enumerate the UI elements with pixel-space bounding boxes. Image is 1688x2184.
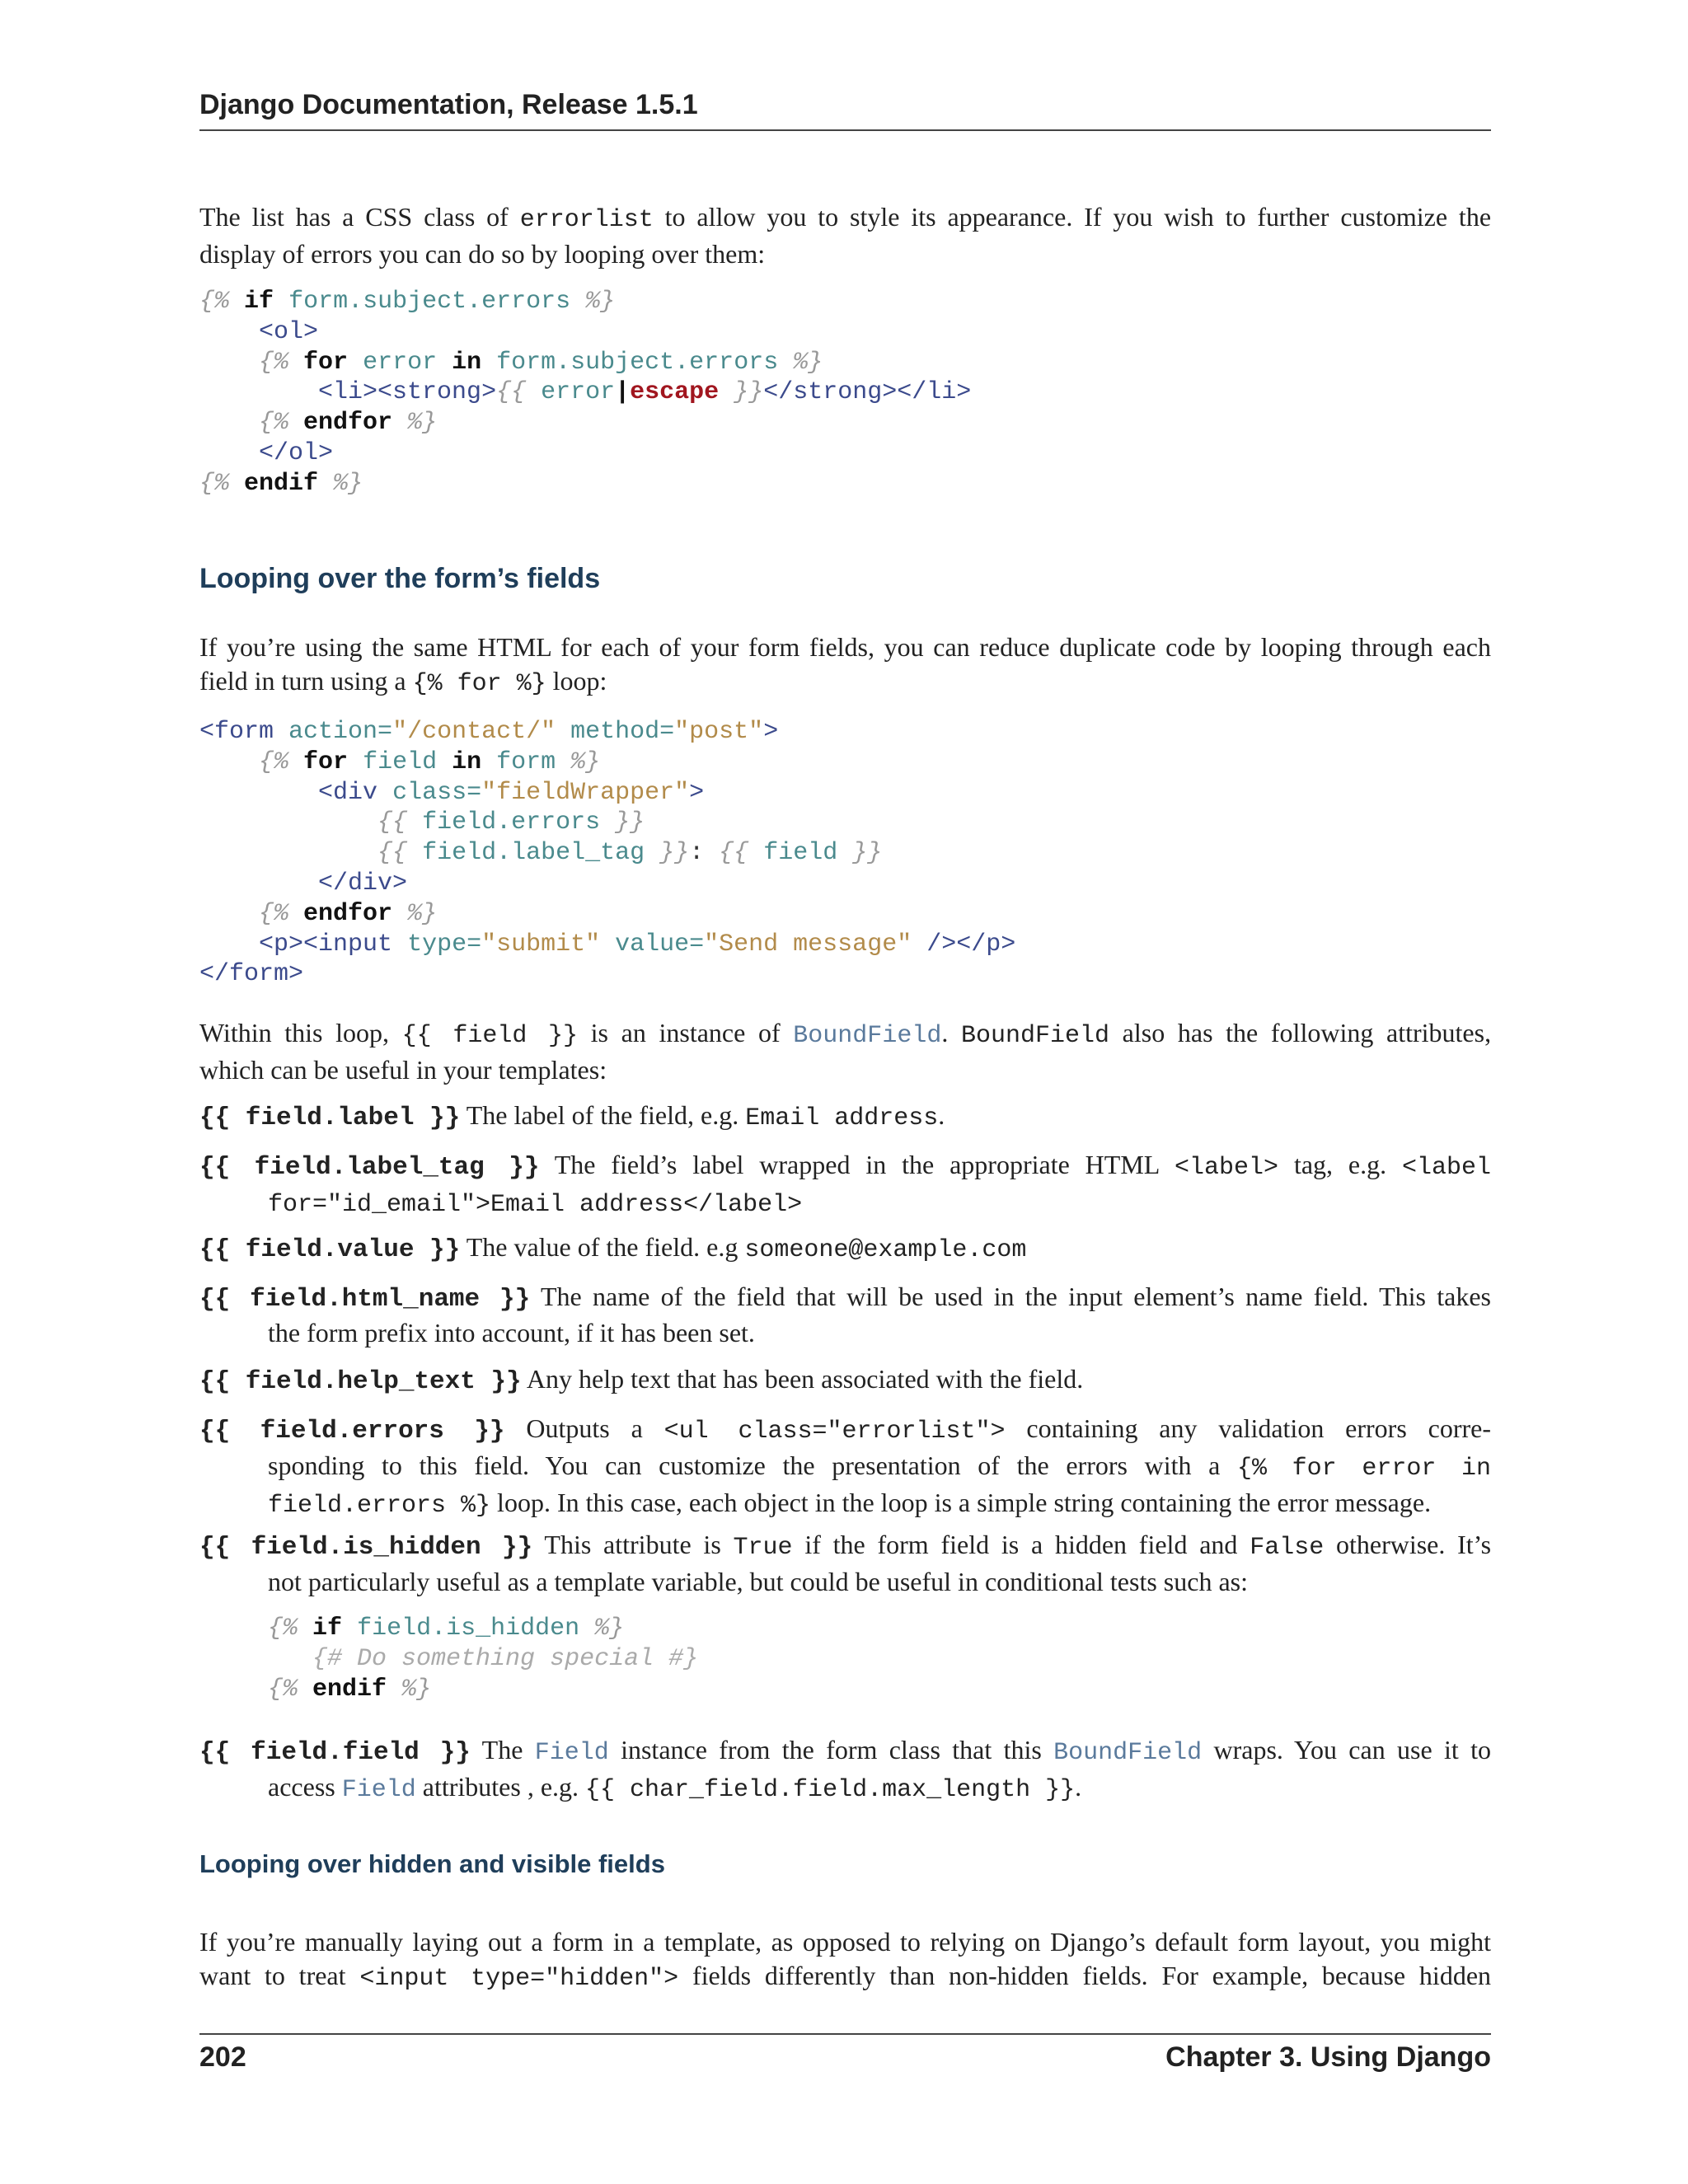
attr-field-label: {{ field.label }} The label of the field, e.g. Email address. bbox=[199, 1100, 945, 1132]
code-line: {% endif %} bbox=[199, 469, 363, 498]
boundfield-link[interactable]: BoundField bbox=[1053, 1739, 1203, 1767]
attr-field-field: {{ field.field }} The Field instance from the form class that this BoundField wraps. You can use it to access Field attributes , e.g. {{ char_field.field.max_length }}. bbox=[199, 1735, 1492, 1804]
running-header: Django Documentation, Release 1.5.1 bbox=[199, 89, 698, 120]
code-line: {{ field.label_tag }}: {{ field }} bbox=[377, 839, 883, 868]
section-heading-hidden-visible: Looping over hidden and visible fields bbox=[199, 1849, 665, 1878]
code-block-error-loop bbox=[199, 287, 971, 499]
code-line: </div> bbox=[318, 869, 408, 898]
footer-rule bbox=[199, 2033, 1491, 2035]
attr-field-html-name: {{ field.html_name }} The name of the field that will be used in the input element’s name field. This takes the form prefix into account, if it has been set. bbox=[199, 1282, 1492, 1347]
attr-field-value: {{ field.value }} The value of the field. e.g someone@example.com bbox=[199, 1232, 1027, 1264]
hidden-fields-paragraph: If you’re manually laying out a form in a template, as opposed to relying on Django’s default form layout, you might want to treat <input type="hidden"> fields differently than non-hidden fields. For example, because hidden bbox=[199, 1927, 1492, 1993]
attr-field-help-text: {{ field.help_text }} Any help text that has been associated with the field. bbox=[199, 1364, 1084, 1396]
code-line: <form action="/contact/" method="post"> bbox=[199, 718, 779, 746]
code-block-form-loop bbox=[199, 717, 1015, 990]
code-line: </form> bbox=[199, 960, 304, 989]
code-line: {{ field.errors }} bbox=[377, 808, 645, 837]
code-line: <ol> bbox=[259, 317, 319, 346]
section-heading-looping-fields: Looping over the form’s fields bbox=[199, 563, 601, 594]
chapter-title: Chapter 3. Using Django bbox=[1165, 2041, 1491, 2073]
field-link[interactable]: Field bbox=[534, 1739, 609, 1767]
attr-field-label-tag: {{ field.label_tag }} The field’s label wrapped in the appropriate HTML <label> tag, e.g. <label for="id_email">Email address</label> bbox=[199, 1150, 1492, 1219]
page-number: 202 bbox=[199, 2041, 246, 2073]
code-line: {% endfor %} bbox=[259, 899, 438, 928]
looping-fields-paragraph: If you’re using the same HTML for each of your form fields, you can reduce duplicate code by looping through each field in turn using a {% for %} loop: bbox=[199, 632, 1491, 698]
code-line: {% if form.subject.errors %} bbox=[199, 288, 616, 316]
code-line: {% endfor %} bbox=[259, 409, 438, 438]
code-line: <li><strong>{{ error|escape }}</strong></li> bbox=[318, 378, 972, 407]
boundfield-link[interactable]: BoundField bbox=[793, 1022, 942, 1050]
code-block-is-hidden bbox=[268, 1614, 698, 1704]
code-line: {% endif %} bbox=[268, 1675, 432, 1704]
code-line: {% for error in form.subject.errors %} bbox=[259, 348, 823, 377]
code-line: {% for field in form %} bbox=[259, 748, 601, 776]
code-line: </ol> bbox=[259, 438, 334, 467]
code-line: {% if field.is_hidden %} bbox=[268, 1615, 625, 1643]
code-line: <div class="fieldWrapper"> bbox=[318, 778, 705, 807]
within-loop-paragraph: Within this loop, {{ field }} is an instance of BoundField. BoundField also has the following attributes, which can be useful in your templates: bbox=[199, 1018, 1492, 1085]
attr-field-errors: {{ field.errors }} Outputs a <ul class="errorlist"> containing any validation errors corre- sponding to this field. You can customize the presentation of the errors with a {% for error in field.errors %} loop. In this case, each object in the loop is a simple string containing the error message. bbox=[199, 1413, 1492, 1520]
code-line: {# Do something special #} bbox=[312, 1644, 699, 1673]
field-link[interactable]: Field bbox=[341, 1776, 416, 1804]
header-rule bbox=[199, 129, 1491, 131]
code-line: <p><input type="submit" value="Send message" /></p> bbox=[259, 930, 1016, 958]
attr-field-is-hidden: {{ field.is_hidden }} This attribute is True if the form field is a hidden field and False otherwise. It’s not particularly useful as a template variable, but could be useful in conditional tests such as: bbox=[199, 1530, 1492, 1596]
intro-paragraph: The list has a CSS class of errorlist to allow you to style its appearance. If you wish to further customize the display of errors you can do so by looping over them: bbox=[199, 202, 1492, 269]
